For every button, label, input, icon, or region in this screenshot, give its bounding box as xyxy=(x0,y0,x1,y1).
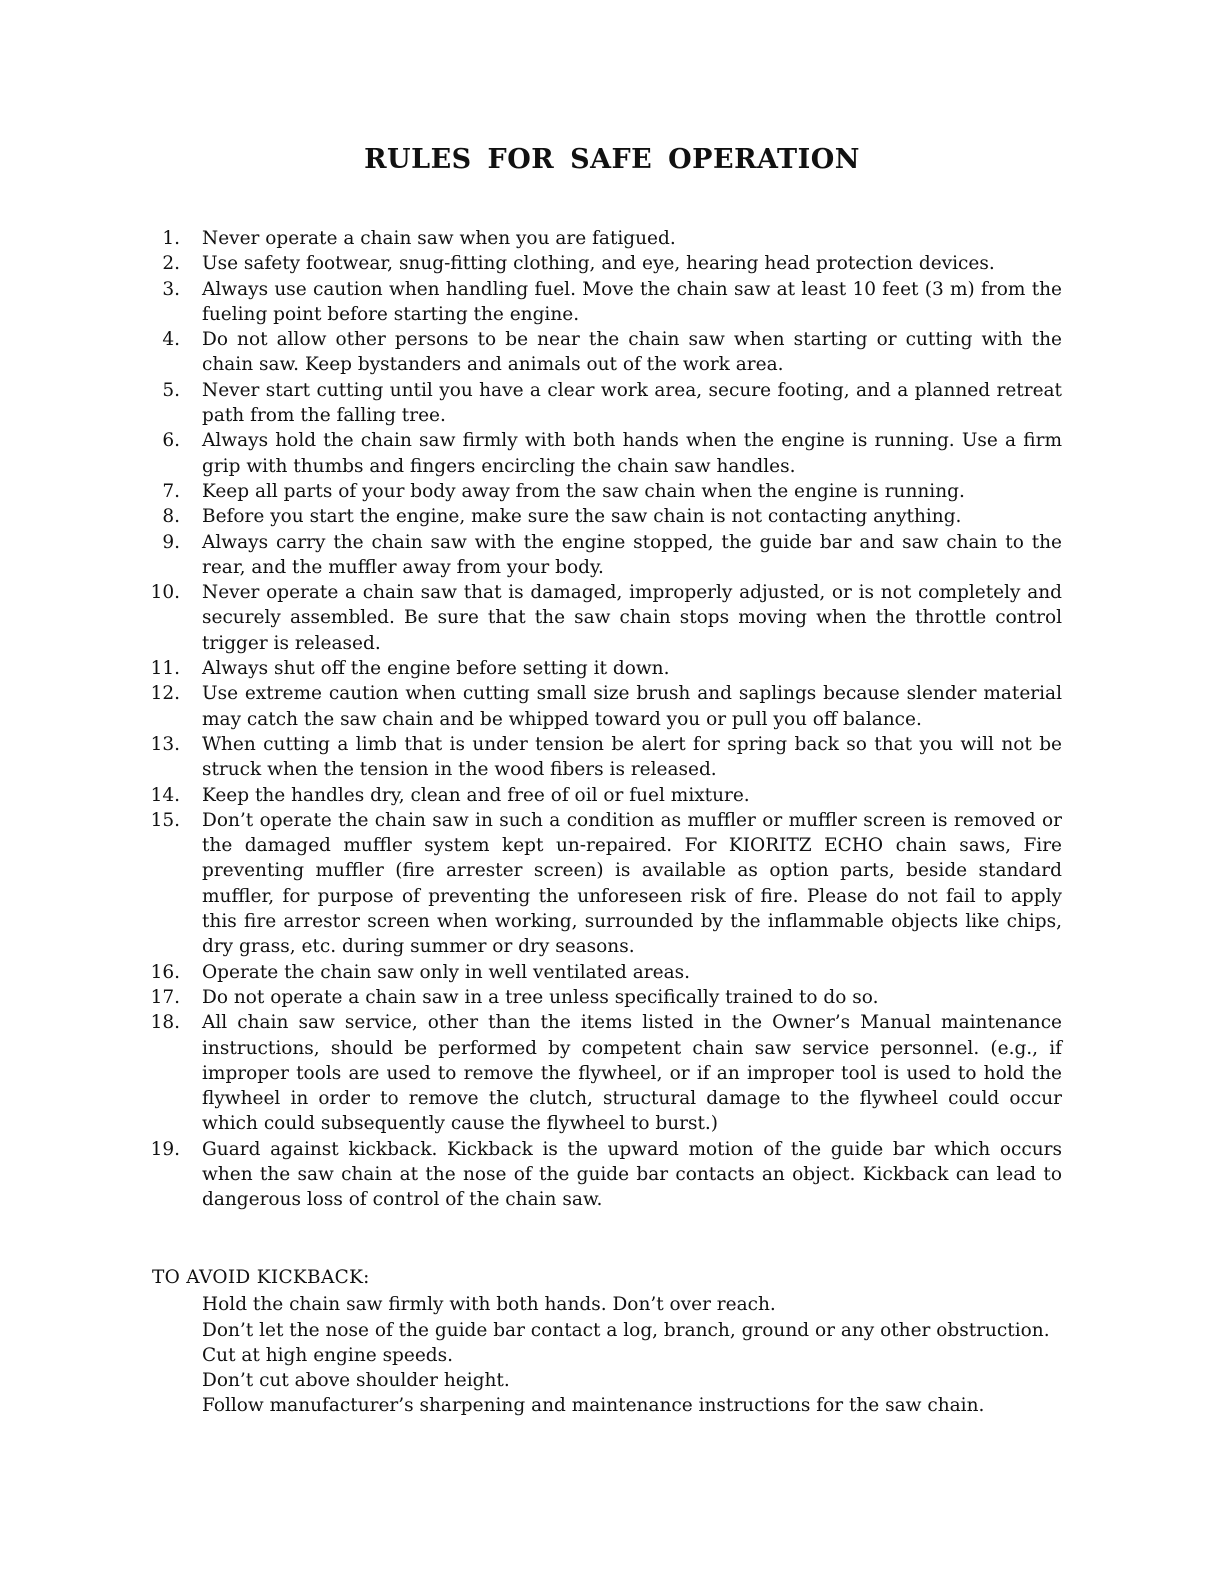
page-title: RULES FOR SAFE OPERATION xyxy=(364,144,860,175)
rule-text: Operate the chain saw only in well ventilated areas. xyxy=(202,961,690,983)
rule-number: 8. xyxy=(162,506,180,528)
rule-number: 13. xyxy=(150,733,180,755)
rule-text: Use extreme caution when cutting small size brush and saplings because slender material may catch the saw chain and be whipped toward you or pull you off balance. xyxy=(202,683,1062,730)
rule-text: Before you start the engine, make sure the saw chain is not contacting anything. xyxy=(202,506,962,528)
rule-text: Never operate a chain saw that is damaged, improperly adjusted, or is not completely and securely assembled. Be sure that the saw chain stops moving when the throttle control trigger is released. xyxy=(202,582,1062,654)
rule-number: 19. xyxy=(150,1138,180,1160)
list-item xyxy=(140,808,1062,960)
rule-number: 3. xyxy=(162,278,180,300)
rule-text: Keep all parts of your body away from the saw chain when the engine is running. xyxy=(202,480,965,502)
list-item xyxy=(140,960,1062,985)
kickback-heading: TO AVOID KICKBACK: xyxy=(152,1267,370,1288)
list-item xyxy=(140,732,1062,783)
rule-text: Never operate a chain saw when you are fatigued. xyxy=(202,228,676,249)
list-item xyxy=(140,1010,1062,1136)
rule-number: 5. xyxy=(162,379,180,401)
list-item: Don’t cut above shoulder height. xyxy=(202,1370,510,1392)
list-item xyxy=(140,783,1062,808)
rule-text: Do not allow other persons to be near the chain saw when starting or cutting with the chain saw. Keep bystanders and animals out of the work area. xyxy=(202,329,1062,376)
list-item xyxy=(140,1137,1062,1213)
rule-text: Always carry the chain saw with the engine stopped, the guide bar and saw chain to the rear, and the muffler away from your body. xyxy=(202,531,1062,578)
rule-number: 14. xyxy=(150,784,180,806)
list-item xyxy=(140,985,1062,1010)
rule-text: Guard against kickback. Kickback is the upward motion of the guide bar which occurs when the saw chain at the nose of the guide bar contacts an object. Kickback can lead to dangerous loss of control of the chain saw. xyxy=(202,1138,1062,1211)
list-item: Cut at high engine speeds. xyxy=(202,1344,454,1366)
list-item xyxy=(140,277,1062,328)
rule-number: 15. xyxy=(150,809,180,831)
list-item xyxy=(140,504,1062,529)
kickback-section xyxy=(152,1265,1062,1419)
list-item xyxy=(140,226,1062,251)
list-item xyxy=(140,251,1062,276)
list-item xyxy=(140,656,1062,681)
rule-text: Keep the handles dry, clean and free of oil or fuel mixture. xyxy=(202,784,750,806)
rule-text: Use safety footwear, snug-fitting clothing, and eye, hearing head protection devices. xyxy=(202,253,995,275)
list-item xyxy=(140,530,1062,581)
rule-text: All chain saw service, other than the items listed in the Owner’s Manual maintenance instructions, should be performed by competent chain saw service personnel. (e.g., if improper tools are used to remove the flywheel, or if an improper tool is used to hold the flywheel in order to remove the clutch, structural damage to the flywheel could occur which could subsequently cause the flywheel to burst.) xyxy=(202,1012,1062,1135)
safety-rules-list xyxy=(140,226,1062,1213)
rule-number: 12. xyxy=(150,683,180,705)
list-item xyxy=(140,479,1062,504)
rule-text: Do not operate a chain saw in a tree unless specifically trained to do so. xyxy=(202,986,879,1008)
rule-text: Never start cutting until you have a clear work area, secure footing, and a planned retreat path from the falling tree. xyxy=(202,379,1062,427)
list-item xyxy=(140,378,1062,429)
rule-number: 6. xyxy=(162,430,180,452)
list-item: Follow manufacturer’s sharpening and maintenance instructions for the saw chain. xyxy=(202,1395,985,1417)
list-item xyxy=(140,681,1062,732)
list-item: Don’t let the nose of the guide bar contact a log, branch, ground or any other obstruction. xyxy=(202,1319,1050,1341)
rule-text: Always hold the chain saw firmly with both hands when the engine is running. Use a firm grip with thumbs and fingers encircling the chain saw handles. xyxy=(202,430,1062,477)
list-item xyxy=(140,327,1062,378)
rule-number: 11. xyxy=(150,658,180,680)
rule-number: 2. xyxy=(162,253,180,275)
list-item xyxy=(140,428,1062,479)
rule-text: Always shut off the engine before setting it down. xyxy=(202,658,670,680)
rule-number: 9. xyxy=(162,531,180,553)
rule-text: When cutting a limb that is under tension be alert for spring back so that you will not be struck when the tension in the wood fibers is released. xyxy=(202,733,1062,781)
rule-text: Always use caution when handling fuel. Move the chain saw at least 10 feet (3 m) from the fueling point before starting the engine. xyxy=(202,278,1062,325)
rule-number: 7. xyxy=(162,480,180,502)
rule-number: 1. xyxy=(162,228,180,249)
list-item: Hold the chain saw firmly with both hands. Don’t over reach. xyxy=(202,1294,776,1316)
kickback-list xyxy=(152,1292,1062,1418)
rule-number: 10. xyxy=(150,582,180,604)
rule-number: 17. xyxy=(150,986,180,1008)
rule-number: 16. xyxy=(150,961,180,983)
rule-number: 4. xyxy=(162,329,180,351)
rule-number: 18. xyxy=(150,1012,180,1034)
rule-text: Don’t operate the chain saw in such a condition as muffler or muffler screen is removed or the damaged muffler system kept un-repaired. For KIORITZ ECHO chain saws, Fire preventing muffler (fire arrester screen) is available as option parts, beside standard muffler, for purpose of preventing the unforeseen risk of fire. Please do not fail to apply this fire arrestor screen when working, surrounded by the inflammable objects like chips, dry grass, etc. during summer or dry seasons. xyxy=(202,809,1062,958)
list-item xyxy=(140,580,1062,656)
